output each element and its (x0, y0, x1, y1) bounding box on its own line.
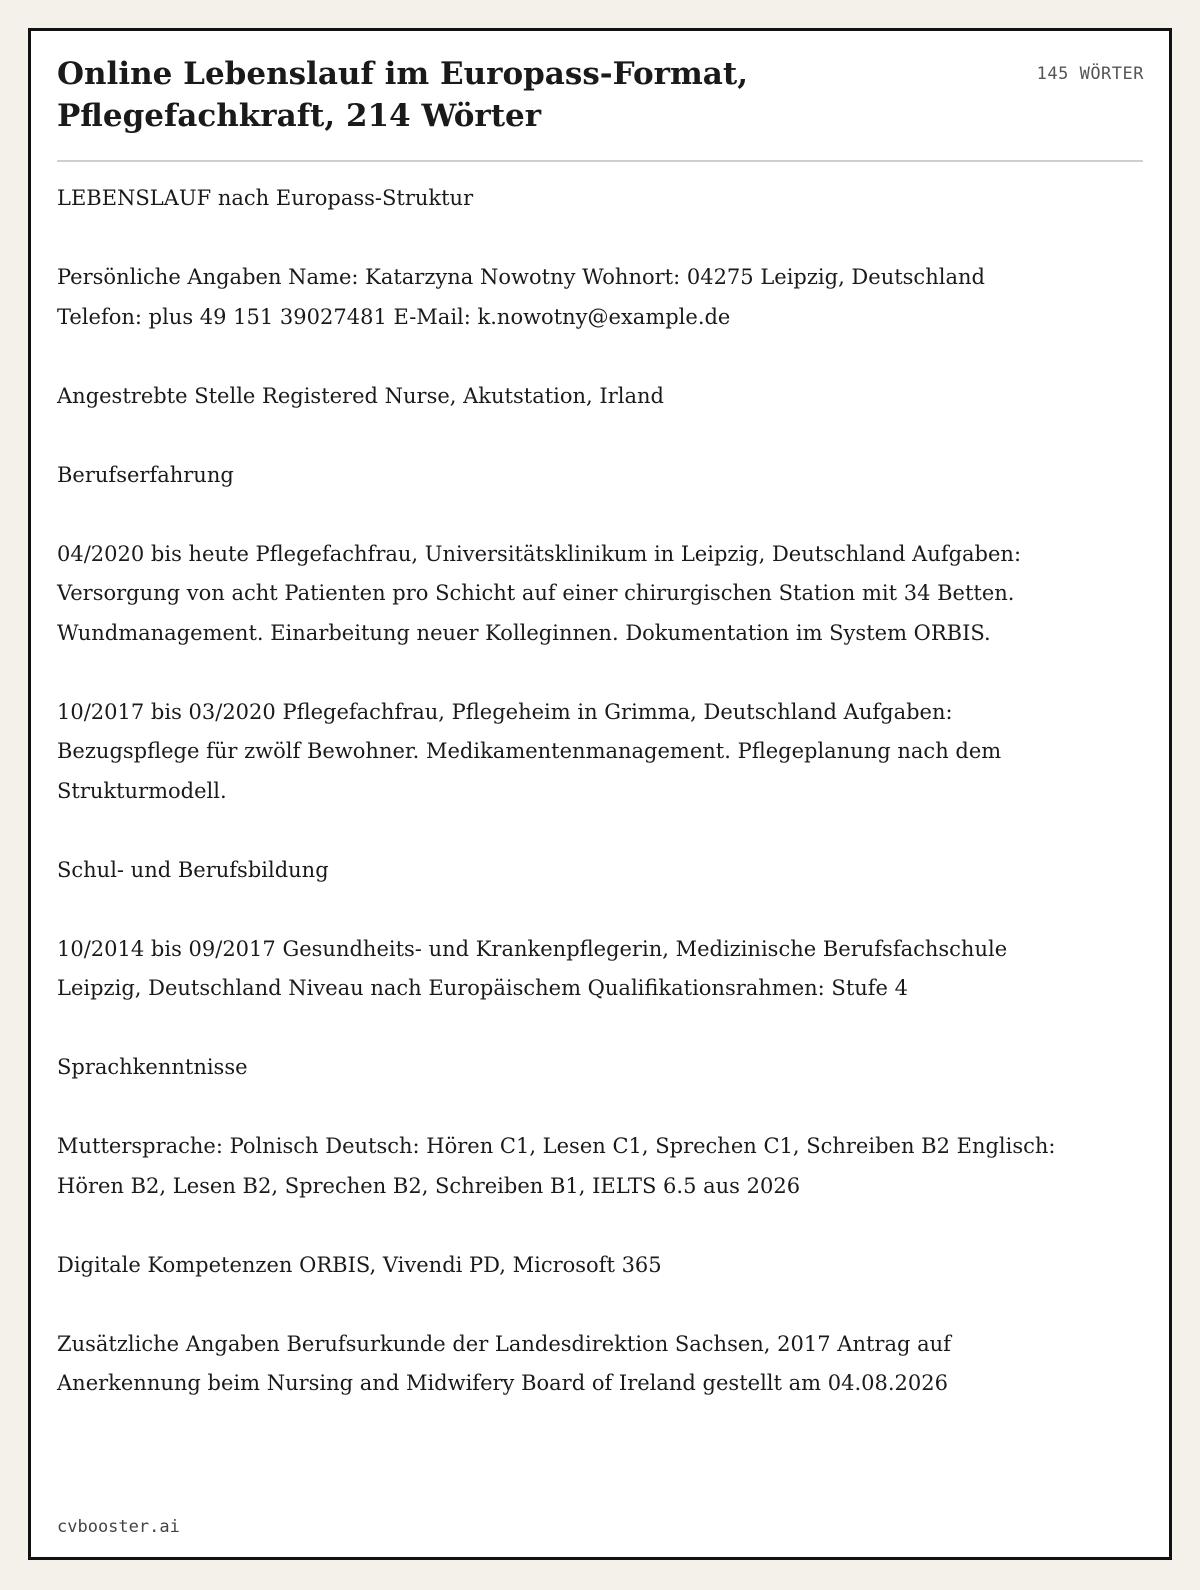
resume-body (57, 179, 1057, 1404)
experience-entry: 10/2017 bis 03/2020 Pflegefachfrau, Pflegeheim in Grimma, Deutschland Aufgaben: Bezugspflege für zwölf Bewohner. Medikamentenmanagement. Pflegeplanung nach dem Strukturmodell. (57, 699, 1002, 803)
title-divider (57, 160, 1143, 162)
digital-skills-paragraph: Digitale Kompetenzen ORBIS, Vivendi PD, Microsoft 365 (57, 1252, 662, 1277)
experience-entry: 04/2020 bis heute Pflegefachfrau, Universitätsklinikum in Leipzig, Deutschland Aufgaben: Versorgung von acht Patienten pro Schicht auf einer chirurgischen Station mit 34 Betten. Wundmanagement. Einarbeitung neuer Kolleginnen. Dokumentation im System ORBIS. (57, 541, 1022, 645)
desired-position-paragraph: Angestrebte Stelle Registered Nurse, Akutstation, Irland (57, 383, 664, 408)
document-title: Online Lebenslauf im Europass-Format, Pflegefachkraft, 214 Wörter (57, 56, 748, 134)
section-heading-education: Schul- und Berufsbildung (57, 857, 329, 882)
resume-heading: LEBENSLAUF nach Europass-Struktur (57, 186, 474, 210)
additional-info-paragraph: Zusätzliche Angaben Berufsurkunde der Landesdirektion Sachsen, 2017 Antrag auf Anerkennung beim Nursing and Midwifery Board of Ireland gestellt am 04.08.2026 (57, 1331, 951, 1395)
personal-info-paragraph: Persönliche Angaben Name: Katarzyna Nowotny Wohnort: 04275 Leipzig, Deutschland Telefon: plus 49 151 39027481 E-Mail: k.nowotny@example.de (57, 265, 985, 329)
languages-paragraph: Muttersprache: Polnisch Deutsch: Hören C1, Lesen C1, Sprechen C1, Schreiben B2 Englisch: Hören B2, Lesen B2, Sprechen B2, Schreiben B1, IELTS 6.5 aus 2026 (57, 1134, 1056, 1198)
resume-card (28, 28, 1172, 1560)
brand-footer: cvbooster.ai (57, 1517, 180, 1537)
education-entry: 10/2014 bis 09/2017 Gesundheits- und Krankenpflegerin, Medizinische Berufsfachschule Leipzig, Deutschland Niveau nach Europäischem Qualifikationsrahmen: Stufe 4 (57, 936, 1008, 1000)
word-count-badge: 145 WÖRTER (1036, 64, 1144, 84)
section-heading-languages: Sprachkenntnisse (57, 1055, 248, 1079)
section-heading-experience: Berufserfahrung (57, 462, 234, 487)
